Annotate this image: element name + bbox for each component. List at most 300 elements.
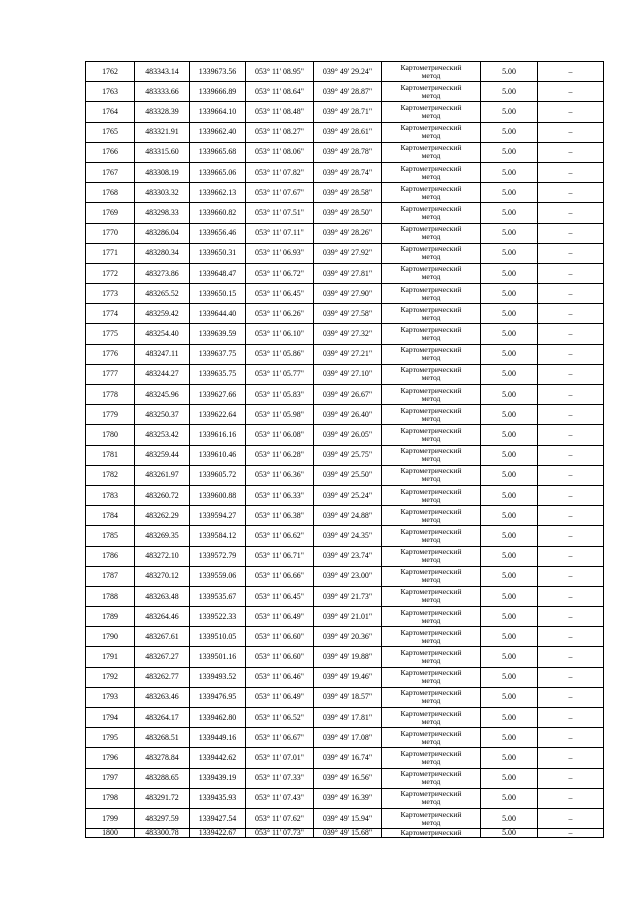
- note-cell: –: [538, 162, 604, 182]
- note-cell: –: [538, 607, 604, 627]
- table-row: [86, 546, 604, 566]
- coord-x-cell: 483245.96: [135, 385, 190, 405]
- method-cell: [382, 243, 481, 263]
- accuracy-cell: 5.00: [481, 566, 538, 586]
- accuracy-cell: 5.00: [481, 162, 538, 182]
- table-row: [86, 607, 604, 627]
- method-line-2: метод: [421, 817, 441, 827]
- coord-x-cell: 483244.27: [135, 364, 190, 384]
- note-cell: –: [538, 566, 604, 586]
- coord-x-cell: 483262.77: [135, 667, 190, 687]
- longitude-cell: 039° 49' 26.67": [314, 385, 382, 405]
- accuracy-cell: 5.00: [481, 607, 538, 627]
- method-line-1: Картометрический: [400, 547, 462, 557]
- note-cell: –: [538, 465, 604, 485]
- point-number-cell: 1770: [86, 223, 135, 243]
- longitude-cell: 039° 49' 24.35": [314, 526, 382, 546]
- coord-y-cell: 1339660.82: [190, 203, 246, 223]
- method-line-1: Картометрический: [400, 466, 462, 476]
- table-row: [86, 263, 604, 283]
- method-line-1: Картометрический: [400, 506, 462, 516]
- method-cell: [382, 284, 481, 304]
- point-number-cell: 1762: [86, 62, 135, 82]
- method-line-2: метод: [421, 615, 441, 625]
- coord-x-cell: 483267.27: [135, 647, 190, 667]
- method-cell: [382, 465, 481, 485]
- method-line-1: Картометрический: [400, 224, 462, 234]
- longitude-cell: 039° 49' 28.58": [314, 183, 382, 203]
- accuracy-cell: 5.00: [481, 667, 538, 687]
- accuracy-cell: 5.00: [481, 546, 538, 566]
- method-line-1: Картометрический: [400, 325, 462, 335]
- table-row: [86, 385, 604, 405]
- table-row: [86, 526, 604, 546]
- coord-y-cell: 1339616.16: [190, 425, 246, 445]
- method-cell: [382, 445, 481, 465]
- method-line-2: метод: [421, 474, 441, 484]
- coord-y-cell: 1339665.06: [190, 162, 246, 182]
- method-line-2: метод: [421, 555, 441, 565]
- table-row: [86, 304, 604, 324]
- latitude-cell: 053° 11' 08.27": [246, 122, 314, 142]
- coord-y-cell: 1339650.31: [190, 243, 246, 263]
- point-number-cell: 1791: [86, 647, 135, 667]
- note-cell: –: [538, 364, 604, 384]
- coord-y-cell: 1339662.13: [190, 183, 246, 203]
- note-cell: –: [538, 142, 604, 162]
- latitude-cell: 053° 11' 05.86": [246, 344, 314, 364]
- method-line-1: Картометрический: [400, 304, 462, 314]
- coord-y-cell: 1339435.93: [190, 788, 246, 808]
- point-number-cell: 1792: [86, 667, 135, 687]
- method-line-2: метод: [421, 70, 441, 80]
- longitude-cell: 039° 49' 27.58": [314, 304, 382, 324]
- table-row: [86, 748, 604, 768]
- longitude-cell: 039° 49' 25.24": [314, 485, 382, 505]
- method-line-2: метод: [421, 514, 441, 524]
- method-line-1: Картометрический: [400, 244, 462, 254]
- method-cell: [382, 566, 481, 586]
- method-line-1: Картометрический: [400, 688, 462, 698]
- accuracy-cell: 5.00: [481, 142, 538, 162]
- coord-y-cell: 1339635.75: [190, 364, 246, 384]
- latitude-cell: 053° 11' 06.62": [246, 526, 314, 546]
- method-line-1: Картометрический: [400, 627, 462, 637]
- method-cell: [382, 62, 481, 82]
- coord-x-cell: 483273.86: [135, 263, 190, 283]
- coord-x-cell: 483308.19: [135, 162, 190, 182]
- method-line-2: метод: [421, 373, 441, 383]
- method-cell: [382, 324, 481, 344]
- method-line-1: Картометрический: [400, 446, 462, 456]
- table-row: [86, 788, 604, 808]
- note-cell: –: [538, 647, 604, 667]
- latitude-cell: 053° 11' 08.48": [246, 102, 314, 122]
- table-row: [86, 162, 604, 182]
- point-number-cell: 1787: [86, 566, 135, 586]
- note-cell: –: [538, 687, 604, 707]
- method-cell: [382, 788, 481, 808]
- accuracy-cell: 5.00: [481, 324, 538, 344]
- note-cell: –: [538, 102, 604, 122]
- point-number-cell: 1765: [86, 122, 135, 142]
- method-cell: [382, 425, 481, 445]
- note-cell: –: [538, 506, 604, 526]
- point-number-cell: 1782: [86, 465, 135, 485]
- method-line-1: Картометрический: [400, 668, 462, 678]
- coord-x-cell: 483291.72: [135, 788, 190, 808]
- method-cell: [382, 506, 481, 526]
- note-cell: –: [538, 223, 604, 243]
- note-cell: –: [538, 284, 604, 304]
- latitude-cell: 053° 11' 07.62": [246, 808, 314, 828]
- coord-x-cell: 483259.42: [135, 304, 190, 324]
- accuracy-cell: 5.00: [481, 122, 538, 142]
- method-cell: [382, 647, 481, 667]
- accuracy-cell: 5.00: [481, 768, 538, 788]
- table-row: [86, 708, 604, 728]
- table-row: [86, 344, 604, 364]
- longitude-cell: 039° 49' 19.46": [314, 667, 382, 687]
- longitude-cell: 039° 49' 25.75": [314, 445, 382, 465]
- note-cell: –: [538, 485, 604, 505]
- method-line-1: Картометрический: [400, 203, 462, 213]
- coord-x-cell: 483261.97: [135, 465, 190, 485]
- method-cell: [382, 223, 481, 243]
- coord-x-cell: 483264.46: [135, 607, 190, 627]
- method-line-1: Картометрический: [400, 587, 462, 597]
- accuracy-cell: 5.00: [481, 425, 538, 445]
- note-cell: –: [538, 82, 604, 102]
- accuracy-cell: 5.00: [481, 405, 538, 425]
- accuracy-cell: 5.00: [481, 62, 538, 82]
- longitude-cell: 039° 49' 28.87": [314, 82, 382, 102]
- accuracy-cell: 5.00: [481, 344, 538, 364]
- latitude-cell: 053° 11' 06.49": [246, 687, 314, 707]
- note-cell: –: [538, 708, 604, 728]
- point-number-cell: 1776: [86, 344, 135, 364]
- accuracy-cell: 5.00: [481, 284, 538, 304]
- coord-y-cell: 1339522.33: [190, 607, 246, 627]
- method-cell: [382, 142, 481, 162]
- point-number-cell: 1786: [86, 546, 135, 566]
- table-row: [86, 808, 604, 828]
- table-row: [86, 829, 604, 838]
- coord-y-cell: 1339422.67: [190, 829, 246, 838]
- longitude-cell: 039° 49' 16.39": [314, 788, 382, 808]
- method-cell: [382, 627, 481, 647]
- coord-y-cell: 1339627.66: [190, 385, 246, 405]
- coord-y-cell: 1339666.89: [190, 82, 246, 102]
- point-number-cell: 1777: [86, 364, 135, 384]
- latitude-cell: 053° 11' 06.33": [246, 485, 314, 505]
- note-cell: –: [538, 667, 604, 687]
- method-line-2: метод: [421, 494, 441, 504]
- latitude-cell: 053° 11' 06.10": [246, 324, 314, 344]
- coord-x-cell: 483272.10: [135, 546, 190, 566]
- table-row: [86, 183, 604, 203]
- table-row: [86, 687, 604, 707]
- accuracy-cell: 5.00: [481, 465, 538, 485]
- note-cell: –: [538, 344, 604, 364]
- longitude-cell: 039° 49' 15.94": [314, 808, 382, 828]
- note-cell: –: [538, 748, 604, 768]
- latitude-cell: 053° 11' 05.98": [246, 405, 314, 425]
- table-row: [86, 728, 604, 748]
- point-number-cell: 1799: [86, 808, 135, 828]
- coord-y-cell: 1339559.06: [190, 566, 246, 586]
- latitude-cell: 053° 11' 06.45": [246, 284, 314, 304]
- table-row: [86, 506, 604, 526]
- coord-y-cell: 1339442.62: [190, 748, 246, 768]
- method-cell: [382, 263, 481, 283]
- longitude-cell: 039° 49' 19.88": [314, 647, 382, 667]
- table-row: [86, 122, 604, 142]
- method-line-2: метод: [421, 252, 441, 262]
- point-number-cell: 1793: [86, 687, 135, 707]
- latitude-cell: 053° 11' 08.95": [246, 62, 314, 82]
- method-line-1: Картометрический: [400, 769, 462, 779]
- table-row: [86, 284, 604, 304]
- coord-x-cell: 483260.72: [135, 485, 190, 505]
- table-row: [86, 586, 604, 606]
- table-row: [86, 647, 604, 667]
- coord-x-cell: 483333.66: [135, 82, 190, 102]
- note-cell: –: [538, 768, 604, 788]
- accuracy-cell: 5.00: [481, 708, 538, 728]
- accuracy-cell: 5.00: [481, 526, 538, 546]
- method-cell: [382, 82, 481, 102]
- coord-y-cell: 1339510.05: [190, 627, 246, 647]
- coord-y-cell: 1339462.80: [190, 708, 246, 728]
- accuracy-cell: 5.00: [481, 506, 538, 526]
- method-cell: [382, 687, 481, 707]
- point-number-cell: 1790: [86, 627, 135, 647]
- accuracy-cell: 5.00: [481, 304, 538, 324]
- coord-x-cell: 483270.12: [135, 566, 190, 586]
- table-row: [86, 142, 604, 162]
- latitude-cell: 053° 11' 05.83": [246, 385, 314, 405]
- point-number-cell: 1795: [86, 728, 135, 748]
- method-line-1: Картометрический: [400, 728, 462, 738]
- coord-x-cell: 483328.39: [135, 102, 190, 122]
- table-row: [86, 485, 604, 505]
- method-line-1: Картометрический: [400, 828, 462, 838]
- coord-y-cell: 1339656.46: [190, 223, 246, 243]
- coord-x-cell: 483288.65: [135, 768, 190, 788]
- coord-y-cell: 1339439.19: [190, 768, 246, 788]
- longitude-cell: 039° 49' 28.26": [314, 223, 382, 243]
- latitude-cell: 053° 11' 07.43": [246, 788, 314, 808]
- coord-x-cell: 483298.33: [135, 203, 190, 223]
- point-number-cell: 1768: [86, 183, 135, 203]
- accuracy-cell: 5.00: [481, 183, 538, 203]
- method-line-1: Картометрический: [400, 264, 462, 274]
- note-cell: –: [538, 586, 604, 606]
- method-line-1: Картометрический: [400, 789, 462, 799]
- coord-x-cell: 483247.11: [135, 344, 190, 364]
- method-line-2: метод: [421, 534, 441, 544]
- table-row: [86, 445, 604, 465]
- latitude-cell: 053° 11' 06.60": [246, 647, 314, 667]
- coord-x-cell: 483297.59: [135, 808, 190, 828]
- method-line-2: метод: [421, 656, 441, 666]
- method-line-1: Картометрический: [400, 284, 462, 294]
- point-number-cell: 1774: [86, 304, 135, 324]
- coord-y-cell: 1339600.88: [190, 485, 246, 505]
- coord-x-cell: 483321.91: [135, 122, 190, 142]
- point-number-cell: 1797: [86, 768, 135, 788]
- longitude-cell: 039° 49' 21.73": [314, 586, 382, 606]
- method-cell: [382, 728, 481, 748]
- accuracy-cell: 5.00: [481, 728, 538, 748]
- method-cell: [382, 405, 481, 425]
- point-number-cell: 1769: [86, 203, 135, 223]
- table-row: [86, 425, 604, 445]
- accuracy-cell: 5.00: [481, 485, 538, 505]
- method-line-1: Картометрический: [400, 708, 462, 718]
- coord-y-cell: 1339594.27: [190, 506, 246, 526]
- table-row: [86, 465, 604, 485]
- longitude-cell: 039° 49' 17.81": [314, 708, 382, 728]
- note-cell: –: [538, 526, 604, 546]
- longitude-cell: 039° 49' 28.74": [314, 162, 382, 182]
- longitude-cell: 039° 49' 27.81": [314, 263, 382, 283]
- point-number-cell: 1783: [86, 485, 135, 505]
- method-cell: [382, 607, 481, 627]
- accuracy-cell: 5.00: [481, 687, 538, 707]
- longitude-cell: 039° 49' 16.74": [314, 748, 382, 768]
- method-line-2: метод: [421, 635, 441, 645]
- accuracy-cell: 5.00: [481, 102, 538, 122]
- point-number-cell: 1788: [86, 586, 135, 606]
- method-cell: [382, 667, 481, 687]
- latitude-cell: 053° 11' 06.26": [246, 304, 314, 324]
- note-cell: –: [538, 304, 604, 324]
- method-cell: [382, 183, 481, 203]
- table-row: [86, 324, 604, 344]
- method-line-2: метод: [421, 413, 441, 423]
- point-number-cell: 1767: [86, 162, 135, 182]
- coord-y-cell: 1339637.75: [190, 344, 246, 364]
- method-line-1: Картометрический: [400, 385, 462, 395]
- point-number-cell: 1794: [86, 708, 135, 728]
- method-cell: [382, 768, 481, 788]
- latitude-cell: 053° 11' 07.11": [246, 223, 314, 243]
- longitude-cell: 039° 49' 29.24": [314, 62, 382, 82]
- method-line-1: Картометрический: [400, 345, 462, 355]
- coord-x-cell: 483267.61: [135, 627, 190, 647]
- note-cell: –: [538, 627, 604, 647]
- latitude-cell: 053° 11' 06.38": [246, 506, 314, 526]
- accuracy-cell: 5.00: [481, 385, 538, 405]
- table-row: [86, 243, 604, 263]
- coord-x-cell: 483263.46: [135, 687, 190, 707]
- point-number-cell: 1764: [86, 102, 135, 122]
- method-line-1: Картометрический: [400, 526, 462, 536]
- method-line-2: метод: [421, 756, 441, 766]
- latitude-cell: 053° 11' 07.01": [246, 748, 314, 768]
- coord-y-cell: 1339584.12: [190, 526, 246, 546]
- method-line-2: метод: [421, 696, 441, 706]
- latitude-cell: 053° 11' 07.73": [246, 829, 314, 838]
- method-cell: [382, 203, 481, 223]
- latitude-cell: 053° 11' 06.60": [246, 627, 314, 647]
- method-line-1: Картометрический: [400, 607, 462, 617]
- method-line-1: Картометрический: [400, 648, 462, 658]
- latitude-cell: 053° 11' 06.36": [246, 465, 314, 485]
- point-number-cell: 1800: [86, 829, 135, 838]
- latitude-cell: 053° 11' 06.66": [246, 566, 314, 586]
- coord-y-cell: 1339665.68: [190, 142, 246, 162]
- latitude-cell: 053° 11' 05.77": [246, 364, 314, 384]
- latitude-cell: 053° 11' 06.93": [246, 243, 314, 263]
- coord-x-cell: 483300.78: [135, 829, 190, 838]
- point-number-cell: 1778: [86, 385, 135, 405]
- coord-y-cell: 1339605.72: [190, 465, 246, 485]
- latitude-cell: 053° 11' 07.33": [246, 768, 314, 788]
- method-cell: [382, 122, 481, 142]
- coord-x-cell: 483286.04: [135, 223, 190, 243]
- coord-y-cell: 1339476.95: [190, 687, 246, 707]
- method-cell: [382, 748, 481, 768]
- method-line-2: метод: [421, 433, 441, 443]
- method-cell: [382, 708, 481, 728]
- coord-y-cell: 1339662.40: [190, 122, 246, 142]
- method-cell: [382, 162, 481, 182]
- table-row: [86, 627, 604, 647]
- accuracy-cell: 5.00: [481, 82, 538, 102]
- note-cell: –: [538, 183, 604, 203]
- point-number-cell: 1763: [86, 82, 135, 102]
- method-cell: [382, 829, 481, 838]
- method-line-2: метод: [421, 110, 441, 120]
- point-number-cell: 1773: [86, 284, 135, 304]
- longitude-cell: 039° 49' 27.92": [314, 243, 382, 263]
- longitude-cell: 039° 49' 21.01": [314, 607, 382, 627]
- point-number-cell: 1784: [86, 506, 135, 526]
- coord-x-cell: 483253.42: [135, 425, 190, 445]
- latitude-cell: 053° 11' 06.71": [246, 546, 314, 566]
- note-cell: –: [538, 829, 604, 838]
- coord-x-cell: 483303.32: [135, 183, 190, 203]
- accuracy-cell: 5.00: [481, 808, 538, 828]
- longitude-cell: 039° 49' 16.56": [314, 768, 382, 788]
- method-line-2: метод: [421, 736, 441, 746]
- coord-x-cell: 483269.35: [135, 526, 190, 546]
- point-number-cell: 1780: [86, 425, 135, 445]
- accuracy-cell: 5.00: [481, 263, 538, 283]
- table-row: [86, 768, 604, 788]
- longitude-cell: 039° 49' 25.50": [314, 465, 382, 485]
- coord-y-cell: 1339610.46: [190, 445, 246, 465]
- latitude-cell: 053° 11' 06.72": [246, 263, 314, 283]
- coord-y-cell: 1339622.64: [190, 405, 246, 425]
- note-cell: –: [538, 324, 604, 344]
- method-cell: [382, 808, 481, 828]
- table-row: [86, 566, 604, 586]
- method-line-1: Картометрический: [400, 365, 462, 375]
- method-line-1: Картометрический: [400, 102, 462, 112]
- latitude-cell: 053° 11' 06.08": [246, 425, 314, 445]
- method-line-1: Картометрический: [400, 405, 462, 415]
- longitude-cell: 039° 49' 20.36": [314, 627, 382, 647]
- longitude-cell: 039° 49' 26.05": [314, 425, 382, 445]
- coord-x-cell: 483278.84: [135, 748, 190, 768]
- method-line-1: Картометрический: [400, 163, 462, 173]
- coord-x-cell: 483263.48: [135, 586, 190, 606]
- method-line-2: метод: [421, 716, 441, 726]
